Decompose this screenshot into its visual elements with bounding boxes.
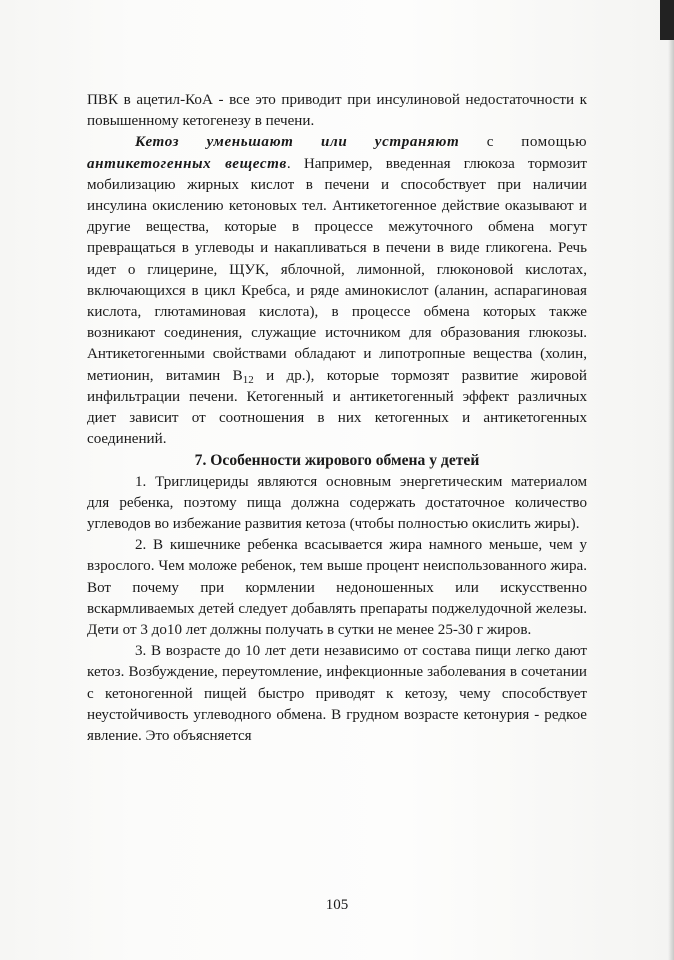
paragraph-item-2: 2. В кишечнике ребенка всасывается жира намного меньше, чем у взрослого. Чем моложе ребенок, тем выше процент неиспользованного жира. Вот почему при кормлении недоношенных или искусственно вскармливаемых детей следует добавлять препараты поджелудочной железы. Дети от 3 до10 лет должны получать в сутки не менее 25-30 г жиров. xyxy=(87,537,587,639)
text-fragment: и др.), которые тормозят развитие жировой инфильтрации печени. Кетогенный и антикетогенный эффект различных диет зависит от соотношения в них кетогенных и антикетогенных соединений. xyxy=(87,367,587,448)
text-fragment: с помощью xyxy=(459,134,587,151)
paragraph-antiketogenic xyxy=(87,132,587,450)
body-text xyxy=(87,90,587,747)
paragraph-continuation: ПВК в ацетил-КоА - все это приводит при инсулиновой недостаточности к повышенному кетогенезу в печени. xyxy=(87,92,587,130)
page-number: 105 xyxy=(325,897,349,913)
emphasis-ketosis-reduce: Кетоз уменьшают или устраняют xyxy=(135,134,460,151)
scan-edge-mark xyxy=(660,0,674,40)
paragraph-item-1: 1. Триглицериды являются основным энергетическим материалом для ребенка, поэтому пища должна содержать достаточное количество углеводов во избежание развития кетоза (чтобы полностью окислить жиры). xyxy=(87,473,587,533)
subscript-12: 12 xyxy=(242,373,254,386)
section-heading: 7. Особенности жирового обмена у детей xyxy=(194,452,480,470)
text-fragment: . Например, введенная глюкоза тормозит мобилизацию жирных кислот в печени и способствует при наличии инсулина окислению кетоновых тел. Антикетогенное действие оказывают и другие вещества, которые в процессе межуточного обмена могут превращаться в углеводы и накапливаться в печени в виде гликогена. Речь идет о глицерине, ЩУК, яблочной, лимонной, глюконовой кислотах, включающихся в цикл Кребса, и ряде аминокислот (аланин, аспарагиновая кислота, глютаминовая кислота), в процессе обмена которых также возникают соединения, служащие источником для образования глюкозы. Антикетогенными свойствами обладают и липотропные вещества (холин, метионин, витамин В xyxy=(87,155,588,384)
scan-edge-shadow xyxy=(668,0,674,960)
emphasis-antiketogenic: антикетогенных веществ xyxy=(87,155,287,172)
paragraph-item-3: 3. В возрасте до 10 лет дети независимо от состава пищи легко дают кетоз. Возбуждение, переутомление, инфекционные заболевания в сочетании с кетоногенной пищей быстро приводят к кетозу, чему способствует неустойчивость углеводного обмена. В грудном возрасте кетонурия - редкое явление. Это объясняется xyxy=(87,643,587,745)
